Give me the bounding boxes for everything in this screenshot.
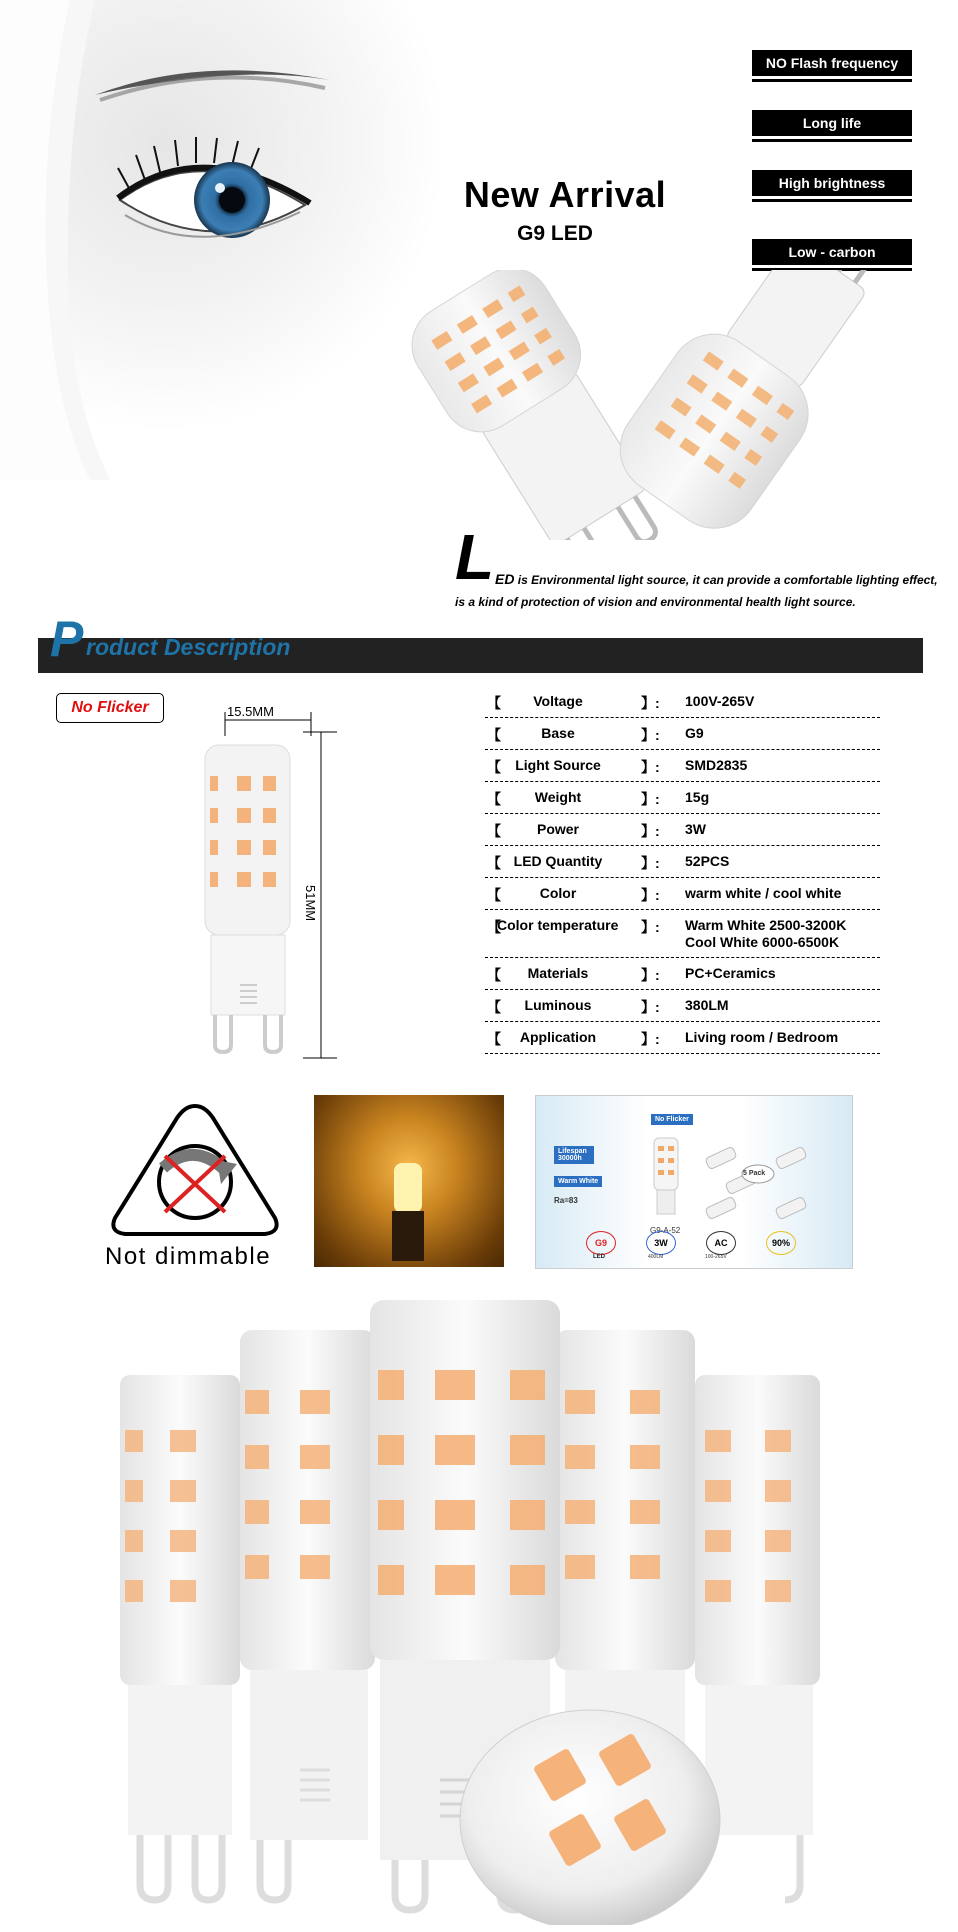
bracket-close: 】: [641,823,660,839]
bracket-open: 【 [487,967,501,983]
package-power-badge: 3W [646,1231,676,1255]
spec-value: G9 [685,725,704,741]
bracket-open: 【 [487,759,501,775]
bulbs-group-image [110,1300,860,1925]
bracket-close: 】: [641,887,660,903]
spec-key: Base [541,725,575,741]
spec-row [485,814,880,846]
spec-key: Voltage [533,693,583,709]
package-lifespan: Lifespan 30000h [554,1146,594,1164]
spec-value: warm white / cool white [685,885,842,901]
description-text: is Environmental light source, it can provide a comfortable lighting effect, [514,573,938,587]
five-pack-bulbs-icon [696,1134,846,1229]
package-image [535,1095,853,1269]
bracket-open: 【 [487,887,501,903]
spec-value: SMD2835 [685,757,748,773]
not-dimmable-icon [105,1100,285,1240]
feature-badge: NO Flash frequency [752,50,912,79]
spec-row [485,750,880,782]
spec-row [485,686,880,718]
spec-key: Power [536,821,579,837]
package-g9-badge: G9 [586,1231,616,1255]
spec-row [485,1022,880,1054]
spec-value: PC+Ceramics [685,965,776,981]
bracket-close: 】: [641,919,660,935]
page-subtitle: G9 LED [517,222,593,245]
feature-badge: Low - carbon [752,239,912,268]
spec-value: 100V-265V [685,693,755,709]
page-title: New Arrival [463,174,667,215]
spec-key: Materials [527,965,589,981]
bracket-close: 】: [641,999,660,1015]
description-initial: L [455,521,495,593]
no-flicker-badge: No Flicker [56,693,164,723]
package-model: G9-A-52 [650,1226,681,1235]
bracket-close: 】: [641,791,660,807]
section-title-initial: P [50,611,84,667]
spec-key: Luminous [524,997,592,1013]
spec-key: LED Quantity [513,853,603,869]
bracket-open: 【 [487,919,501,935]
bracket-open: 【 [487,791,501,807]
description-initial-rest: ED [495,571,515,587]
bracket-close: 】: [641,695,660,711]
spec-row [485,958,880,990]
feature-badge: High brightness [752,170,912,199]
spec-value: 3W [685,821,706,837]
package-lm-label: 400LM [648,1254,664,1260]
bracket-open: 【 [487,823,501,839]
package-no-flicker: No Flicker [651,1114,693,1125]
spec-row [485,910,880,958]
spec-row [485,846,880,878]
package-ac-badge: AC [706,1231,736,1255]
spec-value: Warm White 2500-3200K [685,917,847,933]
height-label: 51MM [303,885,318,922]
spec-value: Living room / Bedroom [685,1029,839,1045]
spec-value-secondary: Cool White 6000-6500K [685,934,840,950]
dimension-drawing [185,700,350,1060]
lit-bulb-icon [314,1095,504,1267]
section-title: roduct Description [86,634,291,660]
feature-badge: Long life [752,110,912,139]
hero-bulbs-image [370,270,930,540]
bracket-close: 】: [641,727,660,743]
package-percent-badge: 90% [766,1231,796,1255]
not-dimmable-label: Not dimmable [105,1243,272,1270]
width-label: 15.5MM [227,704,274,719]
package-warm-white: Warm White [554,1176,602,1187]
spec-row [485,878,880,910]
package-ac-range-label: 100-265V [705,1254,727,1260]
package-ra: Ra=83 [554,1196,578,1205]
package-five-pack: 5 Pack [743,1170,766,1177]
warm-light-image [314,1095,504,1267]
spec-key: Application [519,1029,597,1045]
spec-value: 380LM [685,997,729,1013]
spec-key: Color temperature [497,917,619,933]
bracket-close: 】: [641,759,660,775]
spec-table [485,686,880,1054]
description-line-1 [495,571,938,587]
bracket-close: 】: [641,855,660,871]
spec-value: 15g [685,789,710,805]
spec-row [485,782,880,814]
description-line-2: is a kind of protection of vision and environmental health light source. [455,595,856,609]
spec-value: 52PCS [685,853,730,869]
bracket-open: 【 [487,1031,501,1047]
hero-banner [0,0,958,620]
bracket-open: 【 [487,695,501,711]
spec-row [485,990,880,1022]
spec-row [485,718,880,750]
spec-key: Color [539,885,577,901]
package-led-label: LED [593,1254,605,1260]
spec-key: Weight [534,789,582,805]
bracket-open: 【 [487,727,501,743]
bracket-open: 【 [487,999,501,1015]
bracket-open: 【 [487,855,501,871]
bracket-close: 】: [641,967,660,983]
bracket-close: 】: [641,1031,660,1047]
package-bulb-icon [646,1134,686,1224]
spec-key: Light Source [515,757,601,773]
